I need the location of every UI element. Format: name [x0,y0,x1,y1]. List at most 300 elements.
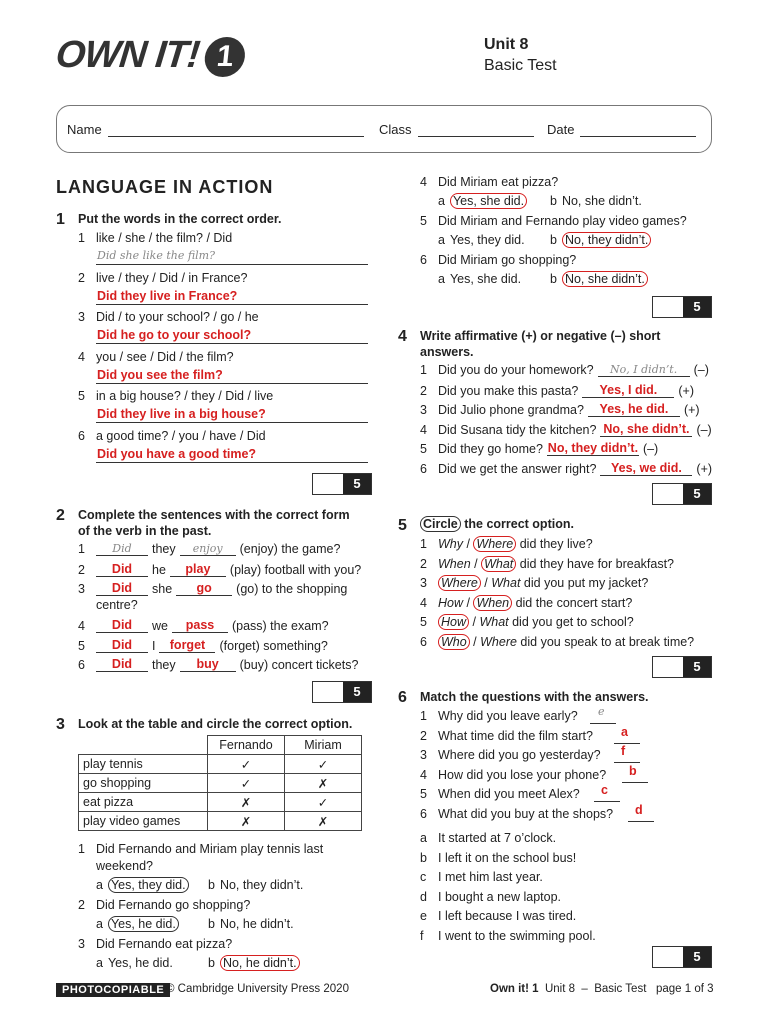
verb-blank[interactable]: forget [159,638,215,653]
option-1[interactable]: How [438,595,464,610]
option-1[interactable]: How [438,614,469,630]
question [420,461,712,476]
fernando-cell: ✗ [208,812,285,831]
match-answer[interactable]: e [598,705,605,718]
footer-unit: Unit 8 [544,983,575,995]
question-number: 3 [420,748,427,763]
question-text: Did you make this pasta? [438,383,579,398]
fernando-cell: ✓ [208,755,285,774]
question-number: 6 [420,807,427,821]
footer-page: page 1 of 3 [655,983,714,995]
exercise-1-score [312,473,372,495]
subject: he [152,563,166,577]
option-separator: / [480,576,492,591]
sentence-number: 5 [78,639,85,653]
exercise-4-score [652,483,712,505]
sign: (+) [683,403,700,418]
answer-line[interactable] [96,383,368,384]
question-number: 1 [78,231,85,245]
question-rest: did you speak to at break time? [516,635,695,649]
question [420,807,613,821]
question [420,768,606,782]
question-text: Did we get the answer right? [438,462,597,476]
activity-cell: go shopping [79,774,208,793]
miriam-cell: ✓ [285,755,362,774]
option-text: No, she didn’t. [562,271,648,287]
option-letter: b [208,878,215,892]
option-text: No, they didn’t. [219,878,304,892]
exercise-5-instruction [420,516,574,532]
sentence-number: 6 [78,658,85,672]
answer-letter: c [420,870,427,885]
auxiliary-blank[interactable]: Did [96,562,148,577]
table-row [79,812,362,831]
question [420,729,593,743]
question [420,214,687,228]
subject: we [152,619,168,633]
question-text: What time did the film start? [438,728,593,743]
question [78,271,247,285]
option-2[interactable]: What [481,556,516,572]
question-number: 5 [420,787,427,802]
question-number: 5 [420,214,427,228]
question-number: 3 [78,937,85,951]
answer-letter: b [420,850,427,865]
option-text: No, they didn’t. [562,232,651,248]
score-value: 5 [683,947,711,967]
class-label: Class [379,122,412,137]
question-text: What did you buy at the shops? [438,807,614,821]
verb-blank[interactable]: buy [180,657,236,672]
verb-blank[interactable]: enjoy [180,542,236,556]
sentence [78,542,340,556]
answer-option [420,890,561,904]
question-rest: did they live? [516,537,593,551]
exercise-6-instruction: Match the questions with the answers. [420,690,649,704]
question-number: 5 [78,389,85,403]
question-number: 4 [420,767,427,782]
question-text: Did you do your homework? [438,363,594,377]
question [78,937,232,951]
option-a[interactable] [96,956,173,970]
question-text: Did Fernando go shopping? [96,898,251,912]
question [420,175,558,189]
question [420,635,694,649]
verb-blank[interactable]: go [176,581,232,596]
answer-letter: e [420,909,427,924]
answer-letter: f [420,929,424,943]
answer-option [420,831,556,845]
option-letter: a [438,233,445,247]
verb-blank[interactable]: play [170,562,226,577]
footer-page-info [490,983,714,995]
sentence [78,618,329,633]
answer-option [420,909,576,923]
question [420,557,674,571]
question [420,383,694,398]
sentence-rest: (play) football with you? [229,563,362,577]
column-header: Fernando [208,736,285,755]
option-a[interactable] [438,194,527,208]
example-answer[interactable]: Did she like the film? [97,249,216,262]
option-letter: a [96,878,103,892]
sign: (+) [678,383,694,398]
exercise-2-number: 2 [56,507,65,524]
name-field[interactable] [67,122,364,137]
auxiliary-blank[interactable]: Did [96,657,148,672]
miriam-cell: ✗ [285,774,362,793]
question [420,787,580,801]
answer-blank[interactable]: No, I didn’t. [598,363,690,377]
answer-blank[interactable]: Yes, he did. [588,402,680,417]
option-letter: b [550,194,557,208]
question-number: 2 [78,270,85,285]
question-rest: did you put my jacket? [520,576,649,591]
exercise-5-score [652,656,712,678]
question-text: Did Miriam eat pizza? [438,175,559,189]
option-b[interactable] [208,917,294,931]
date-line[interactable] [580,122,696,137]
auxiliary-blank[interactable]: Did [96,542,148,556]
answer[interactable]: Did they live in a big house? [97,407,266,421]
answer-option [420,929,596,943]
question-number: 4 [78,349,85,364]
score-value: 5 [683,657,711,677]
question-text: Did Miriam go shopping? [438,253,577,267]
question-number: 4 [420,422,427,437]
option-a[interactable] [438,272,521,286]
option-letter: a [96,956,103,970]
option-1[interactable]: Who [438,634,470,650]
option-b[interactable] [550,272,648,286]
verb-blank[interactable]: pass [172,618,228,633]
class-field[interactable] [379,122,534,137]
fernando-cell: ✗ [208,793,285,812]
sentence-number: 4 [78,619,85,633]
option-2[interactable]: What [479,615,509,630]
option-letter: a [438,194,445,208]
sign: (–) [696,422,712,437]
question-number: 2 [78,898,85,912]
name-line[interactable] [108,122,364,137]
logo [54,34,247,77]
exercise-3-score [652,296,712,318]
option-letter: b [550,233,557,247]
option-letter: a [96,917,103,931]
sentence-number: 2 [78,563,85,577]
question-text: Why did you leave early? [438,709,578,723]
option-separator: / [469,615,480,630]
match-answer[interactable]: f [621,744,626,759]
logo-level-badge: 1 [203,37,247,77]
circle-word: Circle [420,516,461,532]
option-separator: / [463,537,474,551]
exercise-3-number: 3 [56,716,65,733]
question-number: 6 [78,428,85,443]
fernando-cell: ✓ [208,774,285,793]
answer-text: I went to the swimming pool. [438,929,596,943]
subject: they [152,658,176,672]
question-number: 5 [420,442,427,457]
question [78,310,259,324]
student-details-box [56,105,712,153]
question-prompt: Did / to your school? / go / he [96,310,259,324]
auxiliary-blank[interactable]: Did [96,581,148,596]
question [420,441,658,456]
question [78,350,234,364]
question-text: Where did you go yesterday? [438,748,601,763]
option-2[interactable]: Where [480,635,517,649]
question [420,748,601,762]
sign: (–) [693,363,709,377]
question-prompt: in a big house? / they / Did / live [96,389,274,403]
question-number: 1 [78,842,85,856]
column-header: Miriam [285,736,362,755]
question-number: 1 [420,537,427,551]
answer-text: I left it on the school bus! [438,850,577,865]
option-2[interactable]: What [491,576,521,591]
miriam-cell: ✗ [285,812,362,831]
answer-text: It started at 7 o’clock. [438,831,557,845]
question-prompt: you / see / Did / the film? [96,349,234,364]
question [420,537,593,551]
answer-line[interactable] [96,304,368,305]
score-value: 5 [683,484,711,504]
match-answer[interactable]: a [621,724,628,739]
question-number: 4 [420,595,427,610]
date-field[interactable] [547,122,696,137]
option-a[interactable] [438,233,525,247]
logo-text: OWN IT! [53,34,202,76]
option-1[interactable]: Why [438,537,463,551]
auxiliary-blank[interactable]: Did [96,638,148,653]
question [420,576,648,590]
option-1[interactable]: When [438,556,471,571]
question-rest: did the concert start? [512,595,633,610]
sentence-number: 1 [78,542,85,556]
question-text: Did Miriam and Fernando play video games? [438,214,687,228]
question [420,402,700,417]
question-text: Did Fernando and Miriam play tennis last [96,842,324,856]
photocopiable-label: PHOTOCOPIABLE [56,983,170,997]
activity-cell: eat pizza [79,793,208,812]
option-text: Yes, she did. [449,272,522,286]
answer-line[interactable] [96,264,368,265]
instruction-rest: the correct option. [460,517,574,531]
question-text: Did they go home? [438,442,543,457]
answer-option [420,851,576,865]
option-b[interactable] [550,194,642,208]
option-b[interactable] [550,233,651,247]
sentence-rest: (enjoy) the game? [239,542,341,556]
option-text: Yes, he did. [107,956,173,970]
question [420,363,709,377]
answer[interactable]: Did you see the film? [97,367,223,382]
question [420,596,632,610]
option-2[interactable]: When [473,595,512,611]
sentence-rest: (go) to the shopping [236,582,348,596]
exercise-2-score [312,681,372,703]
sentence [78,581,347,596]
sentence [78,562,361,577]
option-a[interactable] [96,878,189,892]
sign: (+) [696,462,713,476]
question [78,842,323,856]
exercise-5-number: 5 [398,517,407,534]
question-number: 3 [78,310,85,324]
answer-text: I left because I was tired. [438,909,577,924]
score-value: 5 [343,682,371,702]
exercise-2-instruction-line-1: Complete the sentences with the correct form [78,508,350,522]
test-title: Basic Test [484,57,557,74]
question-text: Did Julio phone grandma? [438,403,584,418]
name-label: Name [67,122,102,137]
answer-line[interactable] [96,422,368,423]
question [78,389,273,403]
exercise-6-score [652,946,712,968]
answer-option [420,870,543,884]
question-number: 2 [420,556,427,571]
match-answer[interactable]: c [601,783,608,798]
question [78,429,266,443]
sentence-continuation: centre? [96,598,138,612]
activity-cell: play video games [79,812,208,831]
activities-table [78,735,362,831]
exercise-4-instruction-line-2: answers. [420,345,474,359]
table-row [79,793,362,812]
subject: they [152,542,176,556]
subject: I [152,639,156,653]
table-corner [79,736,208,755]
footer-dash: – [581,983,588,995]
table-row [79,774,362,793]
option-separator: / [463,595,474,610]
answer[interactable]: Did they live in France? [97,288,238,303]
subject: she [152,582,173,596]
answer-text: I bought a new laptop. [438,889,562,904]
exercise-1-instruction: Put the words in the correct order. [78,212,282,226]
question-number: 6 [420,462,427,476]
option-1[interactable]: Where [438,575,481,591]
option-text: No, she didn’t. [561,194,642,208]
question [420,253,576,267]
match-answer[interactable]: b [629,763,637,778]
option-separator: / [469,635,481,649]
option-text: Yes, they did. [108,877,189,893]
sentence [78,657,358,672]
sentence-rest: (buy) concert tickets? [239,658,359,672]
question-text: How did you lose your phone? [438,767,607,782]
question-text: Did Fernando eat pizza? [96,937,233,951]
sentence-number: 3 [78,582,85,596]
option-b[interactable] [208,878,303,892]
auxiliary-blank[interactable]: Did [96,618,148,633]
answer[interactable]: Did he go to your school? [97,328,252,342]
option-separator: / [470,556,482,571]
question-text: When did you meet Alex? [438,787,580,802]
exercise-3-instruction: Look at the table and circle the correct option. [78,717,353,731]
option-letter: b [550,272,557,286]
question-text-continued: weekend? [96,859,153,873]
answer-blank[interactable]: No, she didn’t. [600,422,692,437]
match-answer[interactable]: d [635,803,643,817]
option-text: Yes, they did. [449,233,525,247]
answer-letter: d [420,889,427,904]
sentence [78,638,328,653]
question-number: 5 [420,615,427,630]
copyright: © Cambridge University Press 2020 [166,983,349,995]
match-blank[interactable] [614,748,640,763]
activity-cell: play tennis [79,755,208,774]
option-letter: a [438,272,445,286]
question-number: 3 [420,576,427,591]
exercise-2-instruction-line-2: of the verb in the past. [78,524,212,538]
unit-title: Unit 8 [484,36,529,53]
option-2[interactable]: Where [473,536,516,552]
option-b[interactable] [208,956,300,970]
exercise-6-number: 6 [398,689,407,706]
question-prompt: live / they / Did / in France? [96,270,248,285]
answer-letter: a [420,831,427,845]
option-letter: b [208,956,215,970]
question [420,709,578,723]
option-text: No, he didn’t. [219,917,294,931]
score-value: 5 [343,474,371,494]
option-text: Yes, he did. [108,916,179,932]
question-text: Did Susana tidy the kitchen? [438,422,597,437]
question-number: 4 [420,175,427,189]
question-prompt: a good time? / you / have / Did [96,428,266,443]
answer-line[interactable] [96,462,368,463]
question-number: 6 [420,635,427,649]
option-letter: b [208,917,215,931]
option-text: No, he didn’t. [220,955,300,971]
answer-blank[interactable]: Yes, I did. [582,383,674,398]
class-line[interactable] [418,122,534,137]
sentence-rest: (pass) the exam? [231,619,329,633]
question-number: 6 [420,253,427,267]
option-a[interactable] [96,917,179,931]
table-row [79,755,362,774]
answer-blank[interactable]: No, they didn’t. [547,441,639,456]
question-number: 2 [420,728,427,743]
table-header-row [79,736,362,755]
question-number: 1 [420,709,427,723]
exercise-4-number: 4 [398,328,407,345]
sentence-rest: (forget) something? [219,639,328,653]
question [420,422,712,437]
footer-test: Basic Test [594,983,647,995]
miriam-cell: ✓ [285,793,362,812]
question-number: 3 [420,403,427,418]
section-title: LANGUAGE IN ACTION [56,177,274,197]
footer-book: Own it! 1 [490,983,539,995]
question-rest: did you get to school? [508,615,634,630]
answer[interactable]: Did you have a good time? [97,446,257,461]
answer-blank[interactable]: Yes, we did. [600,461,692,476]
exercise-1-number: 1 [56,211,65,228]
option-text: Yes, she did. [450,193,527,209]
exercise-4-instruction-line-1: Write affirmative (+) or negative (–) short [420,329,661,343]
question-number: 2 [420,383,427,398]
answer-line[interactable] [96,343,368,344]
sign: (–) [642,442,659,457]
date-label: Date [547,122,575,137]
question [78,898,250,912]
answer-text: I met him last year. [438,870,543,885]
question-rest: did they have for breakfast? [516,556,674,571]
question [420,615,634,629]
